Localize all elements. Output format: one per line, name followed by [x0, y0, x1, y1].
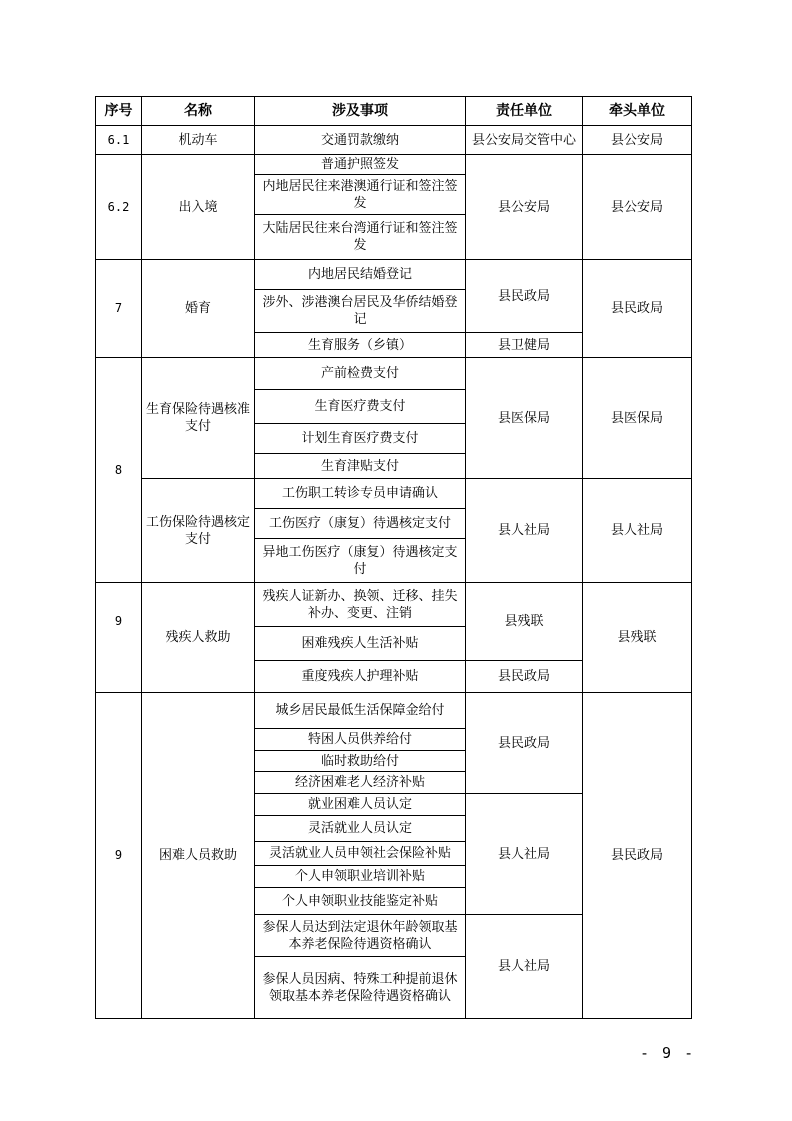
table-row [96, 155, 692, 175]
row-seq: 8 [96, 358, 142, 583]
header-resp: 责任单位 [466, 97, 583, 126]
row-item: 参保人员因病、特殊工种提前退休领取基本养老保险待遇资格确认 [255, 957, 466, 1019]
row-item: 产前检费支付 [255, 358, 466, 390]
row-item: 就业困难人员认定 [255, 794, 466, 816]
row-lead: 县民政局 [583, 260, 692, 358]
row-item: 异地工伤医疗（康复）待遇核定支付 [255, 539, 466, 583]
row-name: 出入境 [142, 155, 255, 260]
table-row [96, 479, 692, 509]
row-name: 机动车 [142, 126, 255, 155]
row-resp: 县医保局 [466, 358, 583, 479]
row-lead: 县公安局 [583, 126, 692, 155]
row-item: 参保人员达到法定退休年龄领取基本养老保险待遇资格确认 [255, 915, 466, 957]
row-seq: 7 [96, 260, 142, 358]
row-resp: 县民政局 [466, 260, 583, 333]
row-resp: 县民政局 [466, 661, 583, 693]
row-resp: 县公安局 [466, 155, 583, 260]
row-item: 经济困难老人经济补贴 [255, 772, 466, 794]
table-row [96, 358, 692, 390]
row-seq: 9 [96, 583, 142, 693]
row-seq: 6.2 [96, 155, 142, 260]
row-item: 工伤职工转诊专员申请确认 [255, 479, 466, 509]
row-seq: 9 [96, 693, 142, 1019]
row-item: 大陆居民往来台湾通行证和签注签发 [255, 215, 466, 260]
header-item: 涉及事项 [255, 97, 466, 126]
table-row [96, 260, 692, 290]
row-resp: 县人社局 [466, 915, 583, 1019]
row-resp: 县卫健局 [466, 333, 583, 358]
row-item: 灵活就业人员申领社会保险补贴 [255, 842, 466, 866]
row-item: 临时救助给付 [255, 751, 466, 772]
table-header-row [96, 97, 692, 126]
row-name: 婚育 [142, 260, 255, 358]
service-items-table [95, 96, 692, 1019]
header-name: 名称 [142, 97, 255, 126]
row-item: 困难残疾人生活补贴 [255, 627, 466, 661]
row-item: 个人申领职业技能鉴定补贴 [255, 888, 466, 915]
row-item: 涉外、涉港澳台居民及华侨结婚登记 [255, 290, 466, 333]
row-item: 工伤医疗（康复）待遇核定支付 [255, 509, 466, 539]
row-item: 个人申领职业培训补贴 [255, 866, 466, 888]
row-item: 灵活就业人员认定 [255, 816, 466, 842]
row-item: 内地居民结婚登记 [255, 260, 466, 290]
row-item: 城乡居民最低生活保障金给付 [255, 693, 466, 729]
row-item: 特困人员供养给付 [255, 729, 466, 751]
row-lead: 县民政局 [583, 693, 692, 1019]
row-resp: 县人社局 [466, 794, 583, 915]
row-item: 生育服务（乡镇） [255, 333, 466, 358]
row-item: 生育津贴支付 [255, 454, 466, 479]
row-item: 计划生育医疗费支付 [255, 424, 466, 454]
row-name: 残疾人救助 [142, 583, 255, 693]
header-seq: 序号 [96, 97, 142, 126]
row-name: 工伤保险待遇核定支付 [142, 479, 255, 583]
row-item: 内地居民往来港澳通行证和签注签发 [255, 175, 466, 215]
row-lead: 县医保局 [583, 358, 692, 479]
table-row [96, 126, 692, 155]
page-number: - 9 - [640, 1044, 696, 1062]
row-seq: 6.1 [96, 126, 142, 155]
row-item: 重度残疾人护理补贴 [255, 661, 466, 693]
row-item: 残疾人证新办、换领、迁移、挂失补办、变更、注销 [255, 583, 466, 627]
row-resp: 县残联 [466, 583, 583, 661]
row-item: 交通罚款缴纳 [255, 126, 466, 155]
row-resp: 县民政局 [466, 693, 583, 794]
row-item: 普通护照签发 [255, 155, 466, 175]
row-lead: 县残联 [583, 583, 692, 693]
row-resp: 县人社局 [466, 479, 583, 583]
row-lead: 县公安局 [583, 155, 692, 260]
header-lead: 牵头单位 [583, 97, 692, 126]
row-resp: 县公安局交管中心 [466, 126, 583, 155]
row-item: 生育医疗费支付 [255, 390, 466, 424]
table-row [96, 693, 692, 729]
row-lead: 县人社局 [583, 479, 692, 583]
row-name: 生育保险待遇核准支付 [142, 358, 255, 479]
table-row [96, 583, 692, 627]
row-name: 困难人员救助 [142, 693, 255, 1019]
